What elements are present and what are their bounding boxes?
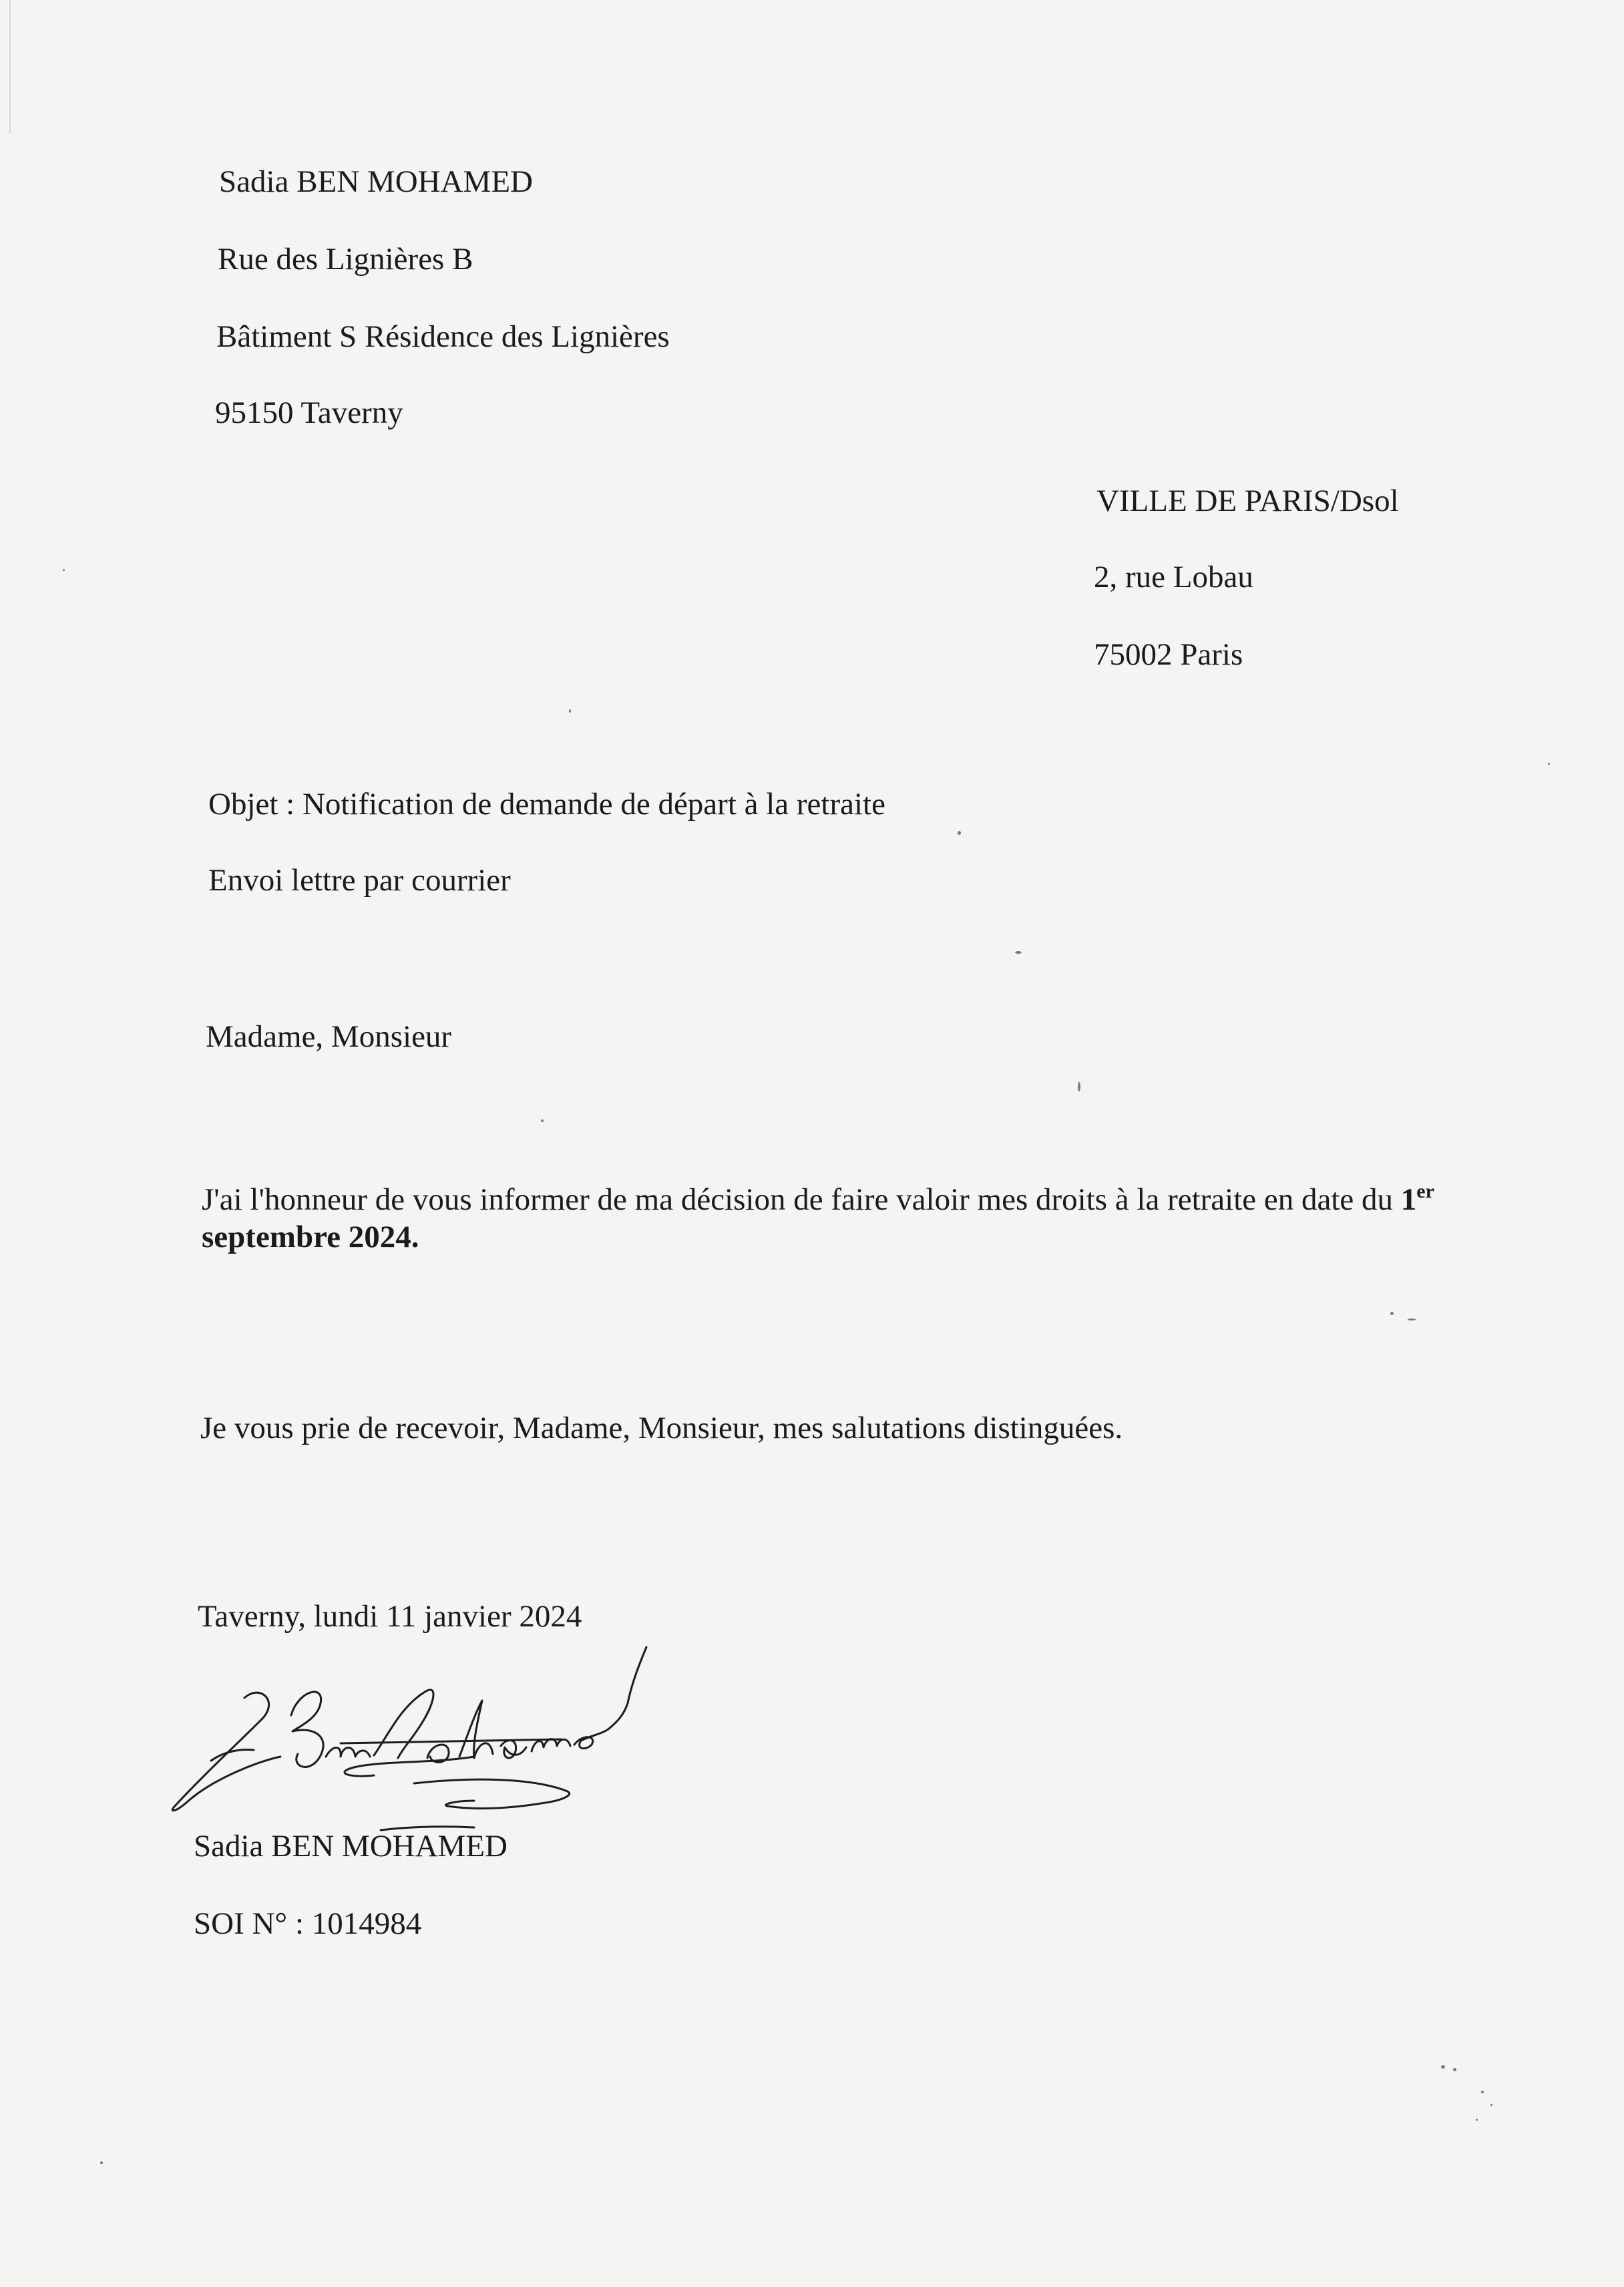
sender-street: Rue des Lignières B — [218, 242, 473, 277]
scan-speck — [1441, 2065, 1445, 2069]
recipient-city: 75002 Paris — [1094, 637, 1243, 672]
subject-line: Objet : Notification de demande de départ à la retraite — [208, 787, 885, 822]
recipient-street: 2, rue Lobau — [1094, 560, 1253, 594]
scan-speck — [1476, 2119, 1478, 2121]
scan-speck — [100, 2161, 103, 2164]
scan-speck — [569, 709, 571, 713]
signer-name: Sadia BEN MOHAMED — [194, 1829, 508, 1864]
handwritten-signature — [160, 1603, 668, 1843]
body-paragraph — [202, 1181, 1470, 1256]
salutation: Madame, Monsieur — [206, 1019, 452, 1054]
scan-speck — [1548, 763, 1550, 765]
delivery-line: Envoi lettre par courrier — [208, 863, 511, 898]
scan-speck — [1490, 2104, 1492, 2106]
sender-building: Bâtiment S Résidence des Lignières — [216, 319, 670, 354]
scan-speck — [1408, 1318, 1416, 1321]
retirement-date-ordinal: er — [1416, 1180, 1434, 1202]
sender-name: Sadia BEN MOHAMED — [219, 164, 533, 199]
retirement-date-rest: septembre 2024. — [202, 1220, 419, 1254]
recipient-name: VILLE DE PARIS/Dsol — [1096, 484, 1399, 518]
scan-speck — [1390, 1312, 1394, 1315]
scan-speck — [1015, 951, 1022, 954]
place-date: Taverny, lundi 11 janvier 2024 — [198, 1599, 582, 1634]
scan-speck — [958, 831, 961, 835]
scan-speck — [63, 569, 65, 571]
sender-city: 95150 Taverny — [215, 395, 403, 430]
soi-reference: SOI N° : 1014984 — [194, 1906, 422, 1941]
scan-edge-line — [9, 0, 11, 134]
scan-speck — [1481, 2091, 1484, 2093]
scan-speck — [1078, 1082, 1080, 1091]
retirement-date-day: 1 — [1400, 1182, 1417, 1217]
closing-line: Je vous prie de recevoir, Madame, Monsieur, mes salutations distinguées. — [200, 1411, 1123, 1445]
scan-speck — [1453, 2068, 1456, 2071]
scan-speck — [541, 1119, 544, 1122]
body-text-start: J'ai l'honneur de vous informer de ma décision de faire valoir mes droits à la retraite en date du — [202, 1182, 1401, 1217]
